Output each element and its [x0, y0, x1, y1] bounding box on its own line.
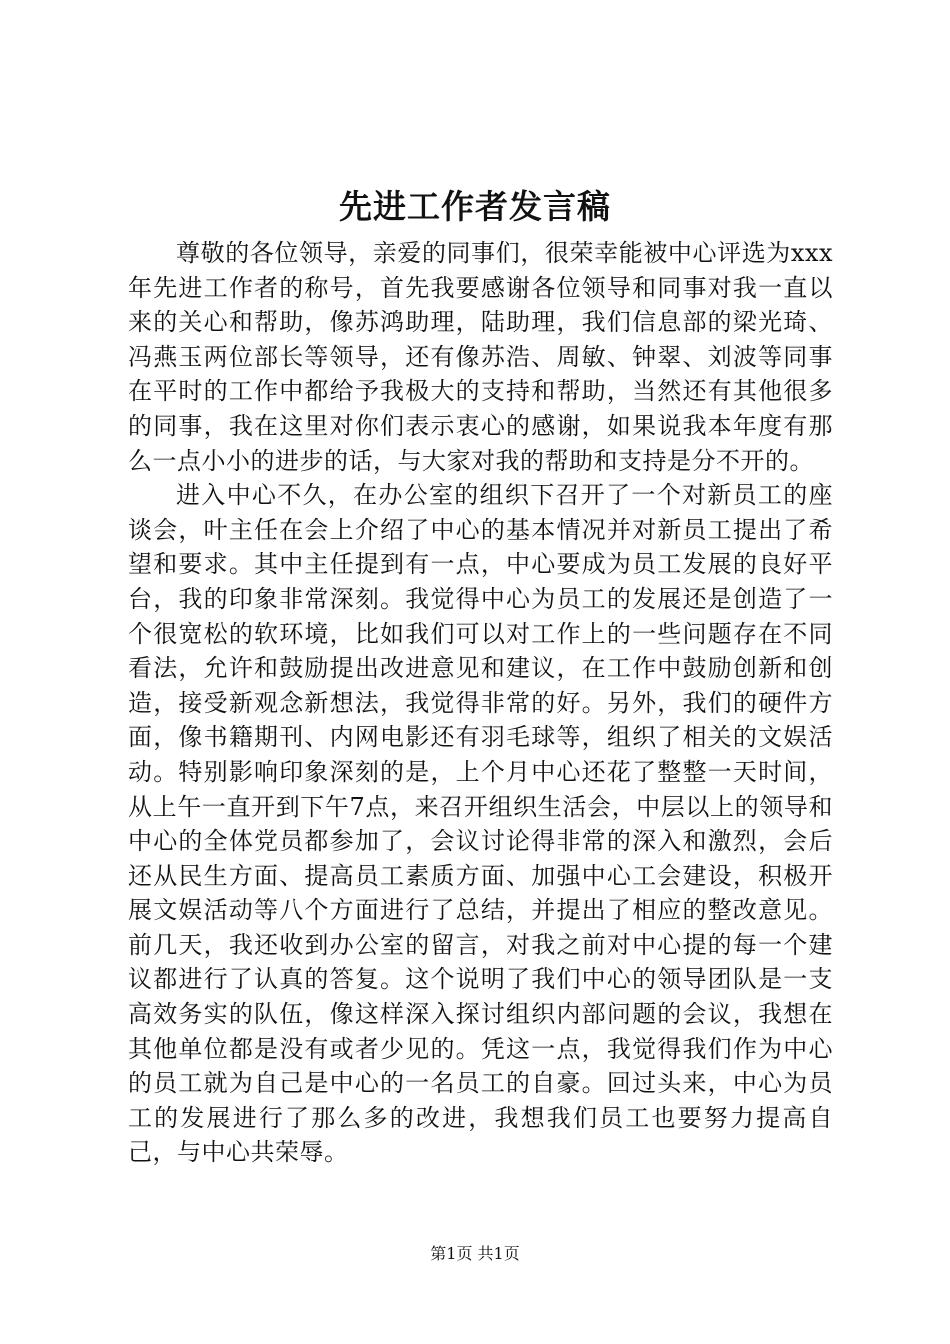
paragraph-2: 进入中心不久，在办公室的组织下召开了一个对新员工的座谈会，叶主任在会上介绍了中心的基本情况并对新员工提出了希望和要求。其中主任提到有一点，中心要成为员工发展的良好平台，我的印象非常深刻。我觉得中心为员工的发展还是创造了一个很宽松的软环境，比如我们可以对工作上的一些问题存在不同看法，允许和鼓励提出改进意见和建议，在工作中鼓励创新和创造，接受新观念新想法，我觉得非常的好。另外，我们的硬件方面，像书籍期刊、内网电影还有羽毛球等，组织了相关的文娱活动。特别影响印象深刻的是，上个月中心还花了整整一天时间，从上午一直开到下午7点，来召开组织生活会，中层以上的领导和中心的全体党员都参加了，会议讨论得非常的深入和激烈，会后还从民生方面、提高员工素质方面、加强中心工会建设，积极开展文娱活动等八个方面进行了总结，并提出了相应的整改意见。前几天，我还收到办公室的留言，对我之前对中心提的每一个建议都进行了认真的答复。这个说明了我们中心的领导团队是一支高效务实的队伍，像这样深入探讨组织内部问题的会议，我想在其他单位都是没有或者少见的。凭这一点，我觉得我们作为中心的员工就为自己是中心的一名员工的自豪。回过头来，中心为员工的发展进行了那么多的改进，我想我们员工也要努力提高自己，与中心共荣辱。	[128, 481, 833, 1167]
document-title: 先进工作者发言稿	[339, 187, 611, 226]
page-footer: 第1页 共1页	[430, 1244, 520, 1263]
document-body	[128, 236, 833, 1170]
paragraph-1: 尊敬的各位领导，亲爱的同事们，很荣幸能被中心评选为xxx年先进工作者的称号，首先我要感谢各位领导和同事对我一直以来的关心和帮助，像苏鸿助理，陆助理，我们信息部的梁光琦、冯燕玉两位部长等领导，还有像苏浩、周敏、钟翠、刘波等同事在平时的工作中都给予我极大的支持和帮助，当然还有其他很多的同事，我在这里对你们表示衷心的感谢，如果说我本年度有那么一点小小的进步的话，与大家对我的帮助和支持是分不开的。	[128, 239, 833, 475]
